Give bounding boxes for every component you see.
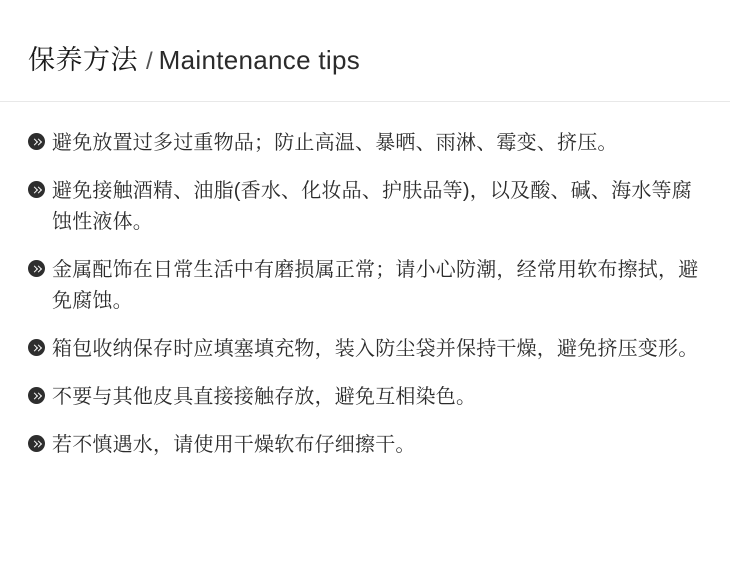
list-item	[28, 382, 700, 413]
chevron-double-right-icon	[28, 260, 45, 277]
page-title	[28, 38, 730, 77]
tip-text: 避免接触酒精、油脂(香水、化妆品、护肤品等)，以及酸、碱、海水等腐蚀性液体。	[52, 180, 692, 233]
list-item	[28, 430, 700, 461]
tip-text: 不要与其他皮具直接接触存放，避免互相染色。	[52, 386, 477, 408]
list-item	[28, 334, 700, 365]
page-title-english: Maintenance tips	[158, 45, 361, 75]
tip-text: 箱包收纳保存时应填塞填充物，装入防尘袋并保持干燥，避免挤压变形。	[52, 338, 699, 360]
chevron-double-right-icon	[28, 387, 45, 404]
list-item	[28, 128, 700, 159]
tip-text: 金属配饰在日常生活中有磨损属正常；请小心防潮，经常用软布擦拭，避免腐蚀。	[52, 259, 699, 312]
list-item	[28, 176, 700, 238]
maintenance-tips-list	[0, 102, 730, 461]
chevron-double-right-icon	[28, 133, 45, 150]
chevron-double-right-icon	[28, 435, 45, 452]
chevron-double-right-icon	[28, 339, 45, 356]
page-header	[0, 0, 730, 77]
tip-text: 若不慎遇水，请使用干燥软布仔细擦干。	[52, 434, 416, 456]
list-item	[28, 255, 700, 317]
page-title-chinese: 保养方法	[28, 45, 138, 75]
tip-text: 避免放置过多过重物品；防止高温、暴晒、雨淋、霉变、挤压。	[52, 132, 618, 154]
chevron-double-right-icon	[28, 181, 45, 198]
title-separator: /	[146, 48, 153, 75]
